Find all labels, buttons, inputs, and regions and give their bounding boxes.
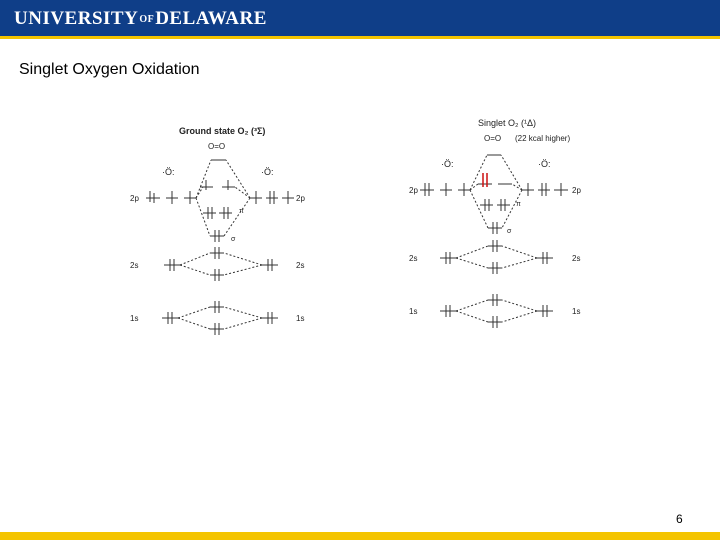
- singlet-right-atom: ·Ö:: [538, 159, 551, 169]
- ground-state-panel: [130, 126, 305, 335]
- ground-sigma-label: σ: [231, 236, 236, 243]
- ground-row-label-2s-left: 2s: [130, 261, 139, 270]
- ground-row-label-1s-left: 1s: [130, 314, 139, 323]
- ground-row-label-2p-right: 2p: [296, 194, 305, 203]
- singlet-left-atom: ·Ö:: [441, 159, 454, 169]
- ground-row-label-2p-left: 2p: [130, 194, 139, 203]
- singlet-2p-correlation-lines: [470, 155, 522, 228]
- footer-stripe: [0, 532, 720, 540]
- ground-2s-correlation-lines: [180, 253, 262, 275]
- ground-1s-correlation-lines: [178, 307, 262, 329]
- ground-row-label-2s-right: 2s: [296, 261, 305, 270]
- singlet-pi-label: π: [516, 201, 521, 208]
- singlet-state-title: Singlet O₂ (¹Δ): [478, 118, 537, 128]
- singlet-row-label-2s-left: 2s: [409, 254, 418, 263]
- singlet-state-panel: [409, 118, 581, 328]
- ground-left-atom: ·Ö:: [162, 167, 175, 177]
- singlet-row-label-1s-left: 1s: [409, 307, 418, 316]
- ground-2p-correlation-lines: [196, 160, 250, 236]
- singlet-row-label-2s-right: 2s: [572, 254, 581, 263]
- page-number: 6: [676, 512, 683, 526]
- singlet-state-formula: O=O: [484, 134, 502, 143]
- singlet-row-label-2p-right: 2p: [572, 186, 581, 195]
- ground-state-formula: O=O: [208, 142, 226, 151]
- singlet-sigma-label: σ: [507, 228, 512, 235]
- slide-title: Singlet Oxygen Oxidation: [19, 61, 200, 78]
- ground-state-title: Ground state O₂ (³Σ): [179, 126, 266, 136]
- ground-pi-label: π: [239, 208, 244, 215]
- singlet-row-label-1s-right: 1s: [572, 307, 581, 316]
- university-logo: UNIVERSITYOFDELAWARE: [14, 8, 267, 29]
- ground-right-atom: ·Ö:: [261, 167, 274, 177]
- singlet-row-label-2p-left: 2p: [409, 186, 418, 195]
- singlet-energy-note: (22 kcal higher): [515, 134, 571, 143]
- ground-row-label-1s-right: 1s: [296, 314, 305, 323]
